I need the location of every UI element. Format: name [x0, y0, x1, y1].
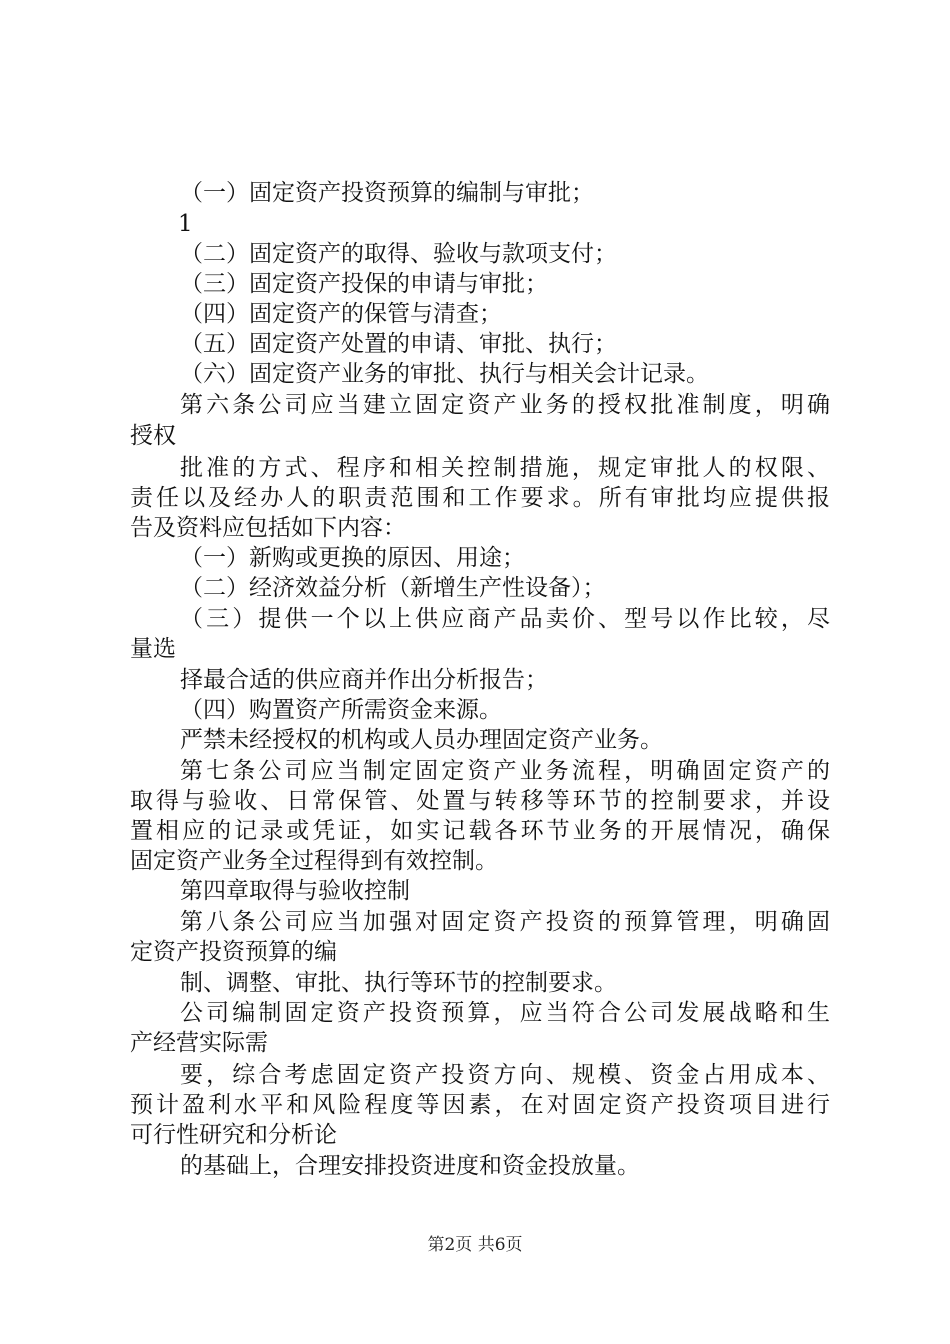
text-line: 告及资料应包括如下内容： — [130, 515, 406, 541]
text-line: 定资产投资预算的编 — [130, 939, 337, 965]
text-line: 可行性研究和分析论 — [130, 1122, 337, 1148]
text-line: 第七条公司应当制定固定资产业务流程，明确固定资产的 — [180, 758, 830, 784]
text-line: （六）固定资产业务的审批、执行与相关会计记录。 — [180, 361, 709, 387]
text-line: 严禁未经授权的机构或人员办理固定资产业务。 — [180, 727, 663, 753]
text-line: （一）新购或更换的原因、用途； — [180, 545, 525, 571]
text-line: （二）固定资产的取得、验收与款项支付； — [180, 241, 617, 267]
text-line: 产经营实际需 — [130, 1030, 268, 1056]
text-line: （一）固定资产投资预算的编制与审批； — [180, 180, 594, 206]
text-line: 量选 — [130, 636, 176, 662]
text-line: 取得与验收、日常保管、处置与转移等环节的控制要求，并设 — [130, 788, 830, 814]
text-line: 固定资产业务全过程得到有效控制。 — [130, 848, 498, 874]
page-footer: 第2页 共6页 — [427, 1235, 523, 1255]
text-line: （三）固定资产投保的申请与审批； — [180, 271, 548, 297]
chapter-heading: 第四章取得与验收控制 — [180, 878, 410, 904]
text-line: 责任以及经办人的职责范围和工作要求。所有审批均应提供报 — [130, 485, 830, 511]
text-line: 预计盈利水平和风险程度等因素，在对固定资产投资项目进行 — [130, 1092, 830, 1118]
text-line: （二）经济效益分析（新增生产性设备）； — [180, 575, 606, 601]
text-line: 公司编制固定资产投资预算，应当符合公司发展战略和生 — [180, 1000, 830, 1026]
text-line: （四）购置资产所需资金来源。 — [180, 697, 502, 723]
text-line: （五）固定资产处置的申请、审批、执行； — [180, 331, 617, 357]
text-line: 制、调整、审批、执行等环节的控制要求。 — [180, 970, 617, 996]
text-line: 授权 — [130, 423, 176, 449]
page-number-mark: 1 — [178, 211, 193, 237]
text-line: （三）提供一个以上供应商产品卖价、型号以作比较，尽 — [180, 606, 830, 632]
text-line: 批准的方式、程序和相关控制措施，规定审批人的权限、 — [180, 455, 830, 481]
text-line: 第六条公司应当建立固定资产业务的授权批准制度，明确 — [180, 392, 830, 418]
text-line: 的基础上，合理安排投资进度和资金投放量。 — [180, 1153, 640, 1179]
text-line: 择最合适的供应商并作出分析报告； — [180, 667, 548, 693]
text-line: 要，综合考虑固定资产投资方向、规模、资金占用成本、 — [180, 1062, 830, 1088]
text-line: 第八条公司应当加强对固定资产投资的预算管理，明确固 — [180, 909, 830, 935]
text-line: 置相应的记录或凭证，如实记载各环节业务的开展情况，确保 — [130, 818, 830, 844]
text-line: （四）固定资产的保管与清查； — [180, 301, 502, 327]
